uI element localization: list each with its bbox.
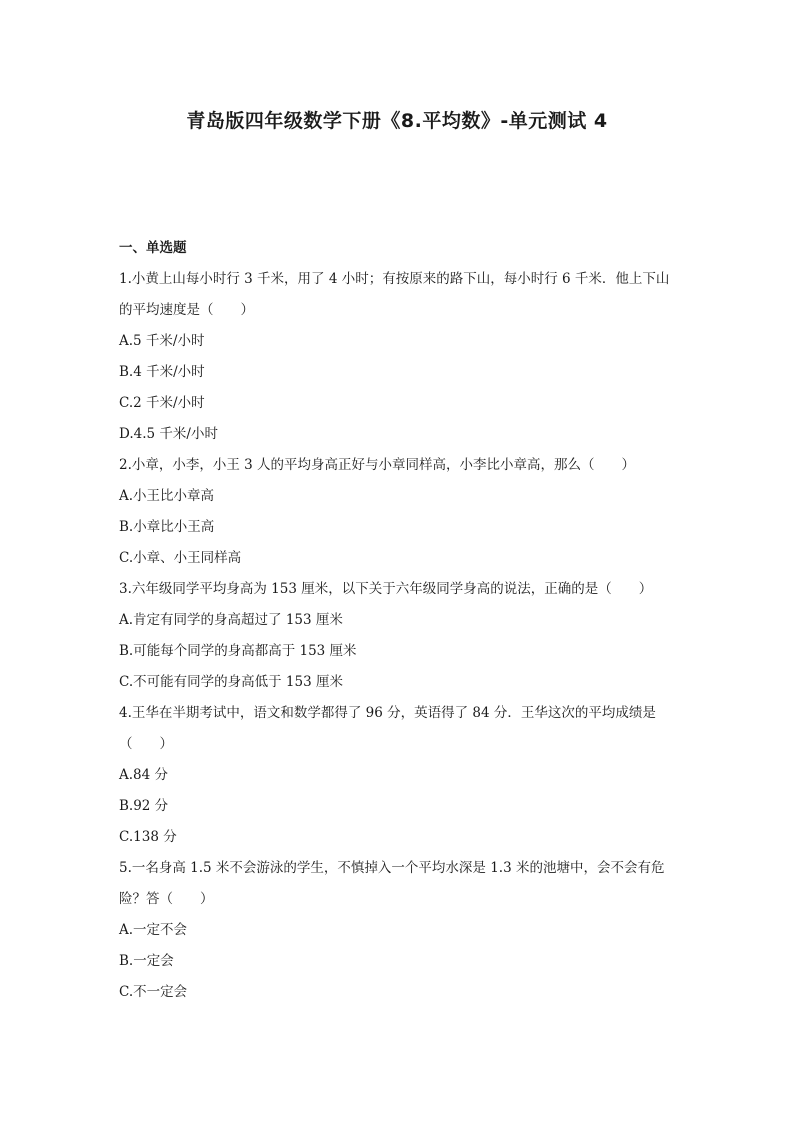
answer-option: A.小王比小章高 [119, 488, 215, 504]
question-4 [119, 702, 679, 848]
section-heading: 一、单选题 [119, 240, 187, 256]
answer-option: A.肯定有同学的身高超过了 153 厘米 [119, 612, 343, 628]
answer-option: D.4.5 千米/小时 [119, 426, 218, 442]
question-text: （ ） [119, 736, 173, 752]
answer-option: C.不可能有同学的身高低于 153 厘米 [119, 674, 343, 690]
answer-option: B.可能每个同学的身高都高于 153 厘米 [119, 643, 357, 659]
answer-option: C.138 分 [119, 829, 177, 845]
question-5 [119, 857, 679, 1003]
answer-option: A.5 千米/小时 [119, 333, 205, 349]
question-text: 险？答（ ） [119, 891, 214, 907]
question-text: 4.王华在半期考试中，语文和数学都得了 96 分，英语得了 84 分．王华这次的平均成绩是 [119, 705, 656, 721]
answer-option: A.84 分 [119, 767, 169, 783]
document-content [119, 237, 679, 1012]
answer-option: C.不一定会 [119, 984, 188, 1000]
document-title: 青岛版四年级数学下册《8.平均数》-单元测试 4 [186, 110, 608, 132]
answer-option: B.小章比小王高 [119, 519, 215, 535]
answer-option: B.4 千米/小时 [119, 364, 205, 380]
answer-option: C.2 千米/小时 [119, 395, 205, 411]
answer-option: A.一定不会 [119, 922, 188, 938]
answer-option: B.92 分 [119, 798, 169, 814]
question-text: 3.六年级同学平均身高为 153 厘米，以下关于六年级同学身高的说法，正确的是（ ） [119, 581, 653, 597]
question-text: 1.小黄上山每小时行 3 千米，用了 4 小时；有按原来的路下山，每小时行 6 千米．他上下山 [119, 271, 670, 287]
answer-option: C.小章、小王同样高 [119, 550, 242, 566]
question-text: 的平均速度是（ ） [119, 302, 254, 318]
question-3 [119, 578, 679, 693]
question-1 [119, 268, 679, 445]
question-text: 5.一名身高 1.5 米不会游泳的学生，不慎掉入一个平均水深是 1.3 米的池塘中，会不会有危 [119, 860, 665, 876]
answer-option: B.一定会 [119, 953, 174, 969]
question-text: 2.小章，小李，小王 3 人的平均身高正好与小章同样高，小李比小章高，那么（ ） [119, 457, 636, 473]
question-2 [119, 454, 679, 569]
